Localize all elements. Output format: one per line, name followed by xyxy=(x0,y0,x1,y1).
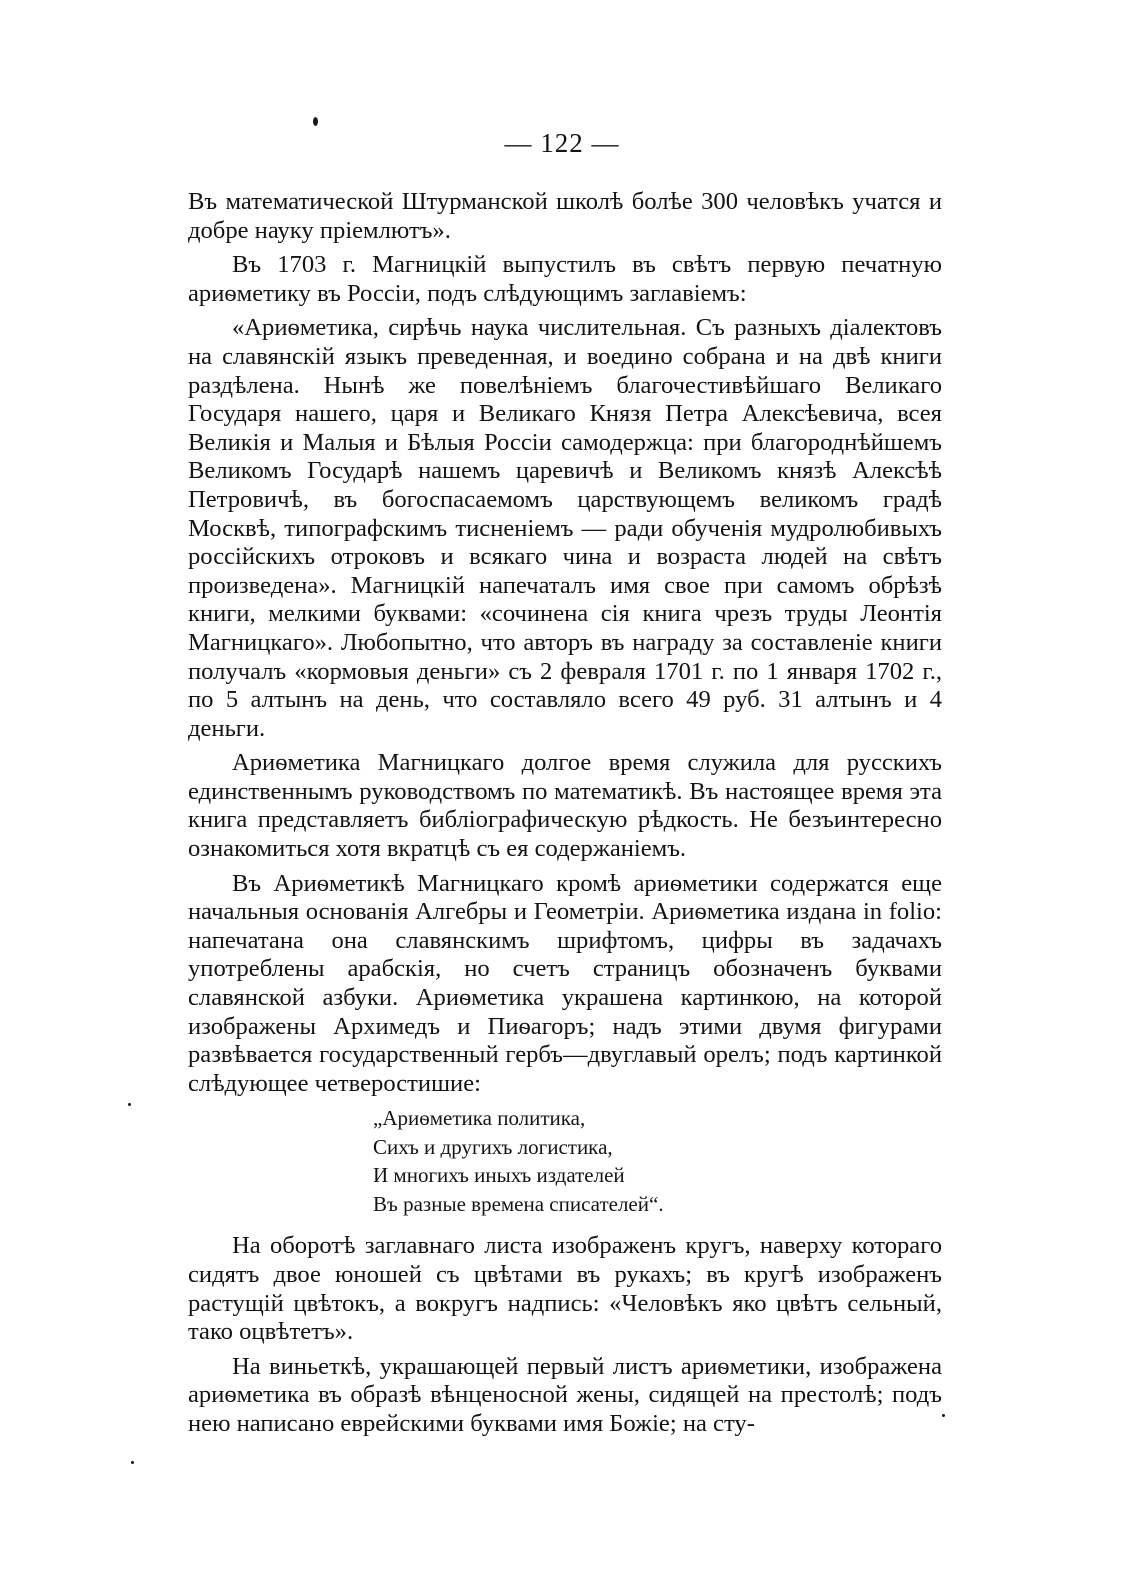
ink-speck xyxy=(131,1461,134,1464)
paragraph-title-quote: «Ариѳметика, сирѣчь наука числительная. Съ разныхъ діалектовъ на славянскій языкъ преведенная, и воедино собрана и на двѣ книги раздѣлена. Нынѣ же повелѣніемъ благочестивѣйшаго Великаго Государя нашего, царя и Великаго Князя Петра Алексѣевича, всея Великія и Малыя и Бѣлыя Россіи самодержца: при благороднѣйшемъ Великомъ Государѣ нашемъ царевичѣ и Великомъ князѣ Алексѣѣ Петровичѣ, въ богоспасаемомъ царствующемъ великомъ градѣ Москвѣ, типографскимъ тисненіемъ — ради обученія мудролюбивыхъ россійскихъ отроковъ и всякаго чина и возраста людей на свѣтъ произведена». Магницкій напечаталъ имя свое при самомъ обрѣзѣ книги, мелкими буквами: «сочинена сія книга чрезъ труды Леонтія Магницкаго». Любопытно, что авторъ въ награду за составленіе книги получалъ «кормовыя деньги» съ 2 февраля 1701 г. по 1 января 1702 г., по 5 алтынъ на день, что составляло всего 49 руб. 31 алтынъ и 4 деньги. xyxy=(188,314,942,742)
paragraph: Въ 1703 г. Магницкій выпустилъ въ свѣтъ первую печатную ариѳметику въ Россіи, подъ слѣдующимъ заглавіемъ: xyxy=(188,251,942,307)
poem-line: Сихъ и другихъ логистика, xyxy=(373,1134,613,1159)
paragraph-continuation: Въ математической Штурманской школѣ болѣе 300 человѣкъ учатся и добре науку пріемлютъ». xyxy=(188,188,942,244)
poem-line: Въ разные времена списателей“. xyxy=(373,1191,664,1216)
ink-speck xyxy=(128,1103,131,1106)
paragraph: Въ Ариѳметикѣ Магницкаго кромѣ ариѳметики содержатся еще начальныя основанія Алгебры и Геометріи. Ариѳметика издана in folio: напечатана она славянскимъ шрифтомъ, цифры въ задачахъ употреблены арабскія, но счетъ страницъ обозначенъ буквами славянской азбуки. Ариѳметика украшена картинкою, на которой изображены Архимедъ и Пиѳагоръ; надъ этими двумя фигурами развѣвается государственный гербъ—двуглавый орелъ; подъ картинкой слѣдующее четверостишие: xyxy=(188,869,942,1097)
paragraph: На виньеткѣ, украшающей первый листъ ариѳметики, изображена ариѳметика въ образѣ вѣнценосной жены, сидящей на престолѣ; подъ нею написано еврейскими буквами имя Божіе; на сту- xyxy=(188,1352,942,1437)
ink-speck xyxy=(313,117,318,126)
ink-speck xyxy=(942,1414,945,1417)
body-text xyxy=(188,188,942,1445)
paragraph: Ариѳметика Магницкаго долгое время служила для русскихъ единственнымъ руководствомъ по математикѣ. Въ настоящее время эта книга представляетъ библіографическую рѣдкость. Не безъинтересно ознакомиться хотя вкратцѣ съ ея содержаніемъ. xyxy=(188,749,942,863)
page-number: — 122 — xyxy=(504,128,620,158)
quatrain xyxy=(373,1104,942,1218)
poem-line: И многихъ иныхъ издателей xyxy=(373,1163,625,1188)
poem-line: „Ариѳметика политика, xyxy=(373,1106,586,1131)
paragraph: На оборотѣ заглавнаго листа изображенъ кругъ, наверху котораго сидятъ двое юношей съ цвѣтами въ рукахъ; въ кругѣ изображенъ растущій цвѣтокъ, а вокругъ надпись: «Человѣкъ яко цвѣтъ сельный, тако оцвѣтетъ». xyxy=(188,1232,942,1346)
